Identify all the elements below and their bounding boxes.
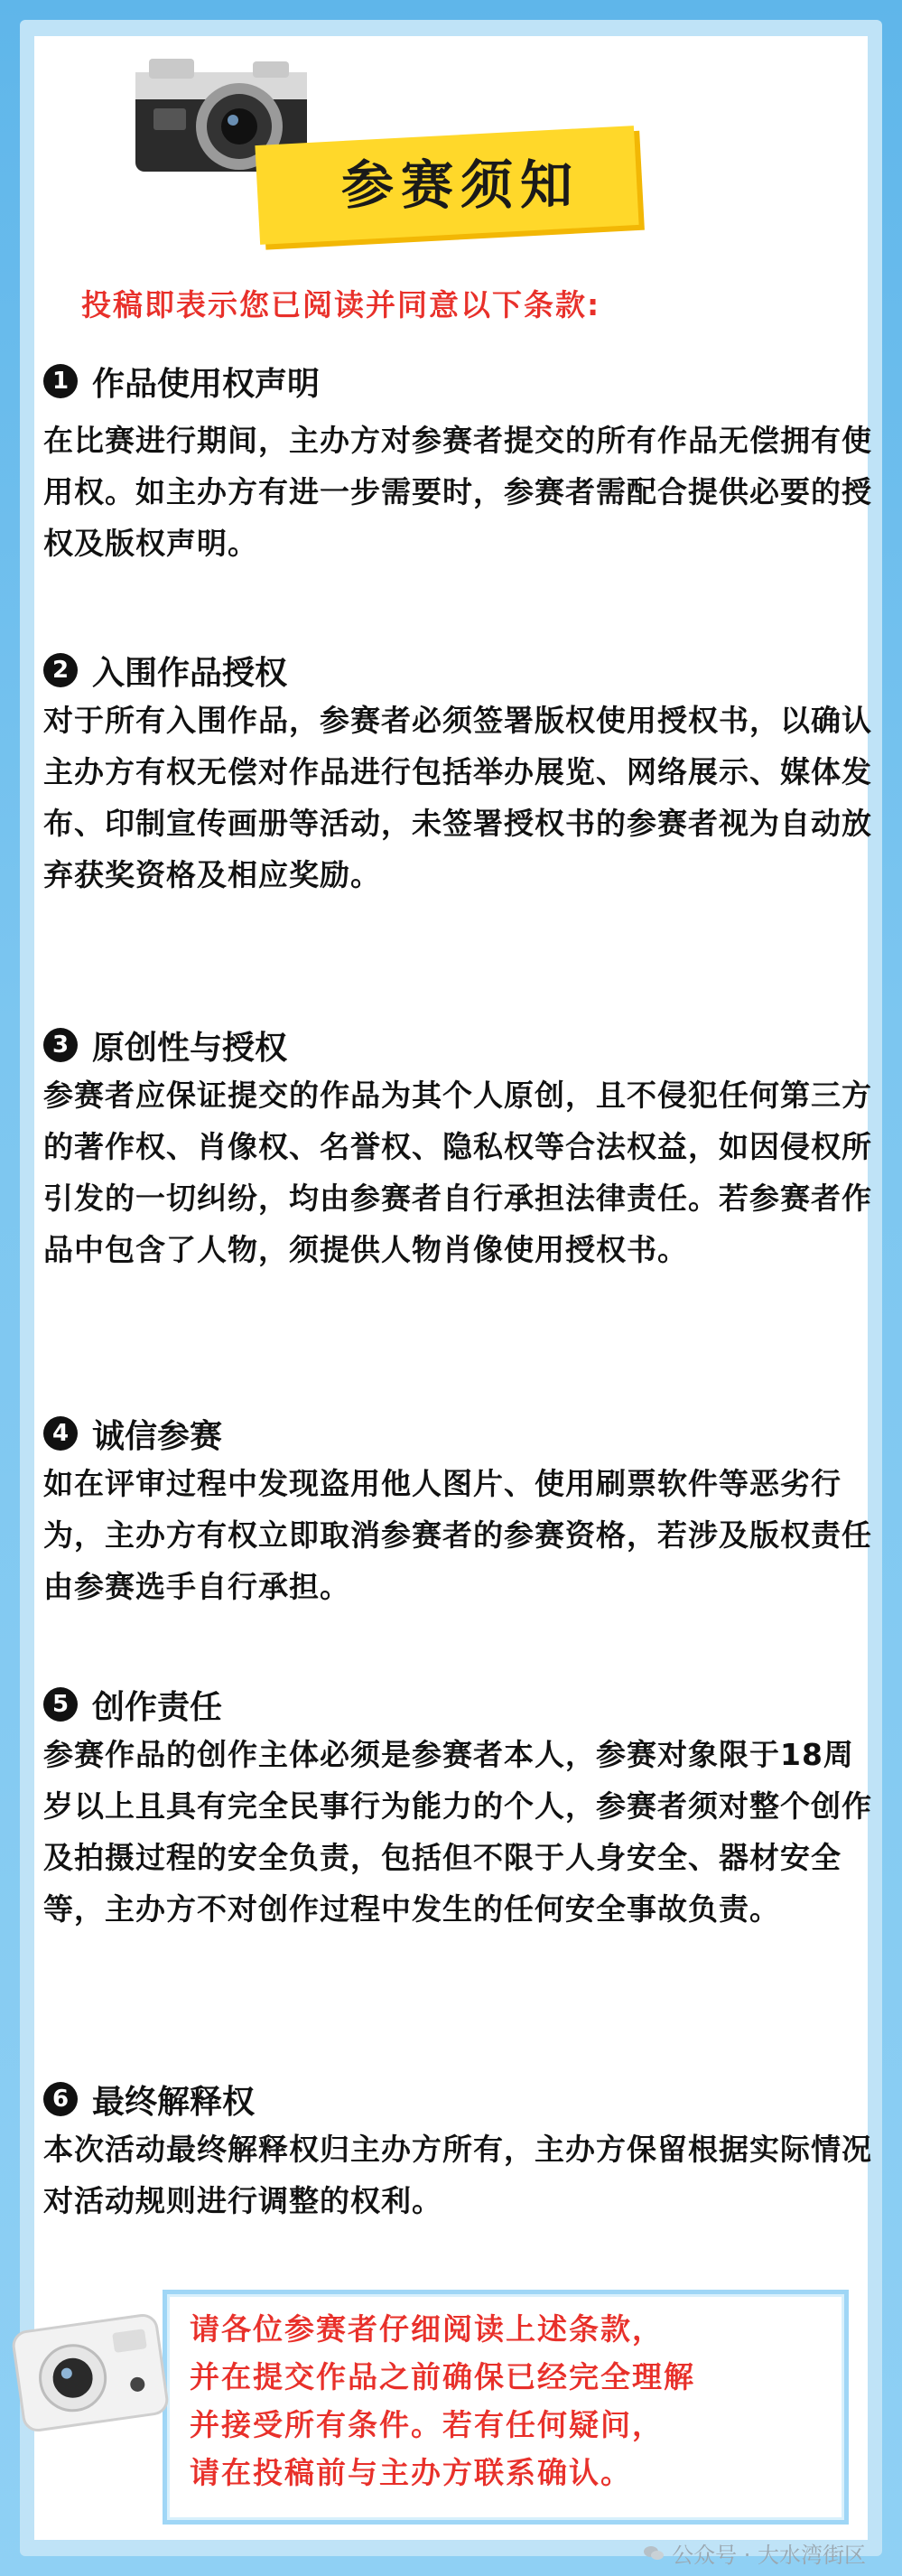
instant-camera-illustration bbox=[9, 2305, 172, 2441]
section-number-badge: 1 bbox=[43, 364, 78, 398]
watermark-text: 公众号 · 大水湾街区 bbox=[672, 2543, 866, 2568]
page-title: 参赛须知 bbox=[340, 154, 580, 216]
section-number-badge: 3 bbox=[43, 1028, 78, 1062]
section-title: 最终解释权 bbox=[92, 2083, 256, 2121]
section-5 bbox=[43, 1680, 874, 1935]
section-title: 创作责任 bbox=[92, 1688, 223, 1726]
footer-line: 请各位参赛者仔细阅读上述条款， bbox=[190, 2311, 664, 2347]
footer-line: 请在投稿前与主办方联系确认。 bbox=[190, 2455, 632, 2490]
section-3 bbox=[43, 1021, 874, 1275]
section-6 bbox=[43, 2075, 874, 2226]
footer-notice bbox=[190, 2305, 840, 2497]
intro-text: 投稿即表示您已阅读并同意以下条款: bbox=[81, 287, 601, 322]
section-number-badge: 4 bbox=[43, 1416, 78, 1451]
section-title: 入围作品授权 bbox=[92, 654, 288, 692]
section-body: 如在评审过程中发现盗用他人图片、使用刷票软件等恶劣行为，主办方有权立即取消参赛者的参赛资格，若涉及版权责任由参赛选手自行承担。 bbox=[43, 1466, 872, 1604]
section-title: 诚信参赛 bbox=[92, 1417, 223, 1455]
wechat-icon bbox=[643, 2544, 665, 2562]
section-title: 原创性与授权 bbox=[92, 1029, 288, 1067]
section-body: 在比赛进行期间，主办方对参赛者提交的所有作品无偿拥有使用权。如主办方有进一步需要时，参赛者需配合提供必要的授权及版权声明。 bbox=[43, 423, 872, 561]
section-number-badge: 2 bbox=[43, 653, 78, 687]
section-body: 参赛作品的创作主体必须是参赛者本人，参赛对象限于18周岁以上且具有完全民事行为能力的个人，参赛者须对整个创作及拍摄过程的安全负责，包括但不限于人身安全、器材安全等，主办方不对创作过程中发生的任何安全事故负责。 bbox=[43, 1737, 872, 1927]
section-2 bbox=[43, 646, 874, 901]
section-4 bbox=[43, 1409, 874, 1612]
footer-line: 并接受所有条件。若有任何疑问， bbox=[190, 2407, 664, 2442]
section-body: 对于所有入围作品，参赛者必须签署版权使用授权书，以确认主办方有权无偿对作品进行包括举办展览、网络展示、媒体发布、印制宣传画册等活动，未签署授权书的参赛者视为自动放弃获奖资格及相应奖励。 bbox=[43, 703, 872, 892]
footer-line: 并在提交作品之前确保已经完全理解 bbox=[190, 2359, 695, 2394]
watermark bbox=[643, 2537, 866, 2569]
section-1 bbox=[43, 357, 874, 569]
section-number-badge: 6 bbox=[43, 2082, 78, 2116]
section-body: 本次活动最终解释权归主办方所有，主办方保留根据实际情况对活动规则进行调整的权利。 bbox=[43, 2132, 872, 2218]
section-title: 作品使用权声明 bbox=[92, 365, 321, 403]
section-number-badge: 5 bbox=[43, 1687, 78, 1722]
section-body: 参赛者应保证提交的作品为其个人原创，且不侵犯任何第三方的著作权、肖像权、名誉权、隐私权等合法权益，如因侵权所引发的一切纠纷，均由参赛者自行承担法律责任。若参赛者作品中包含了人物，须提供人物肖像使用授权书。 bbox=[43, 1078, 872, 1267]
